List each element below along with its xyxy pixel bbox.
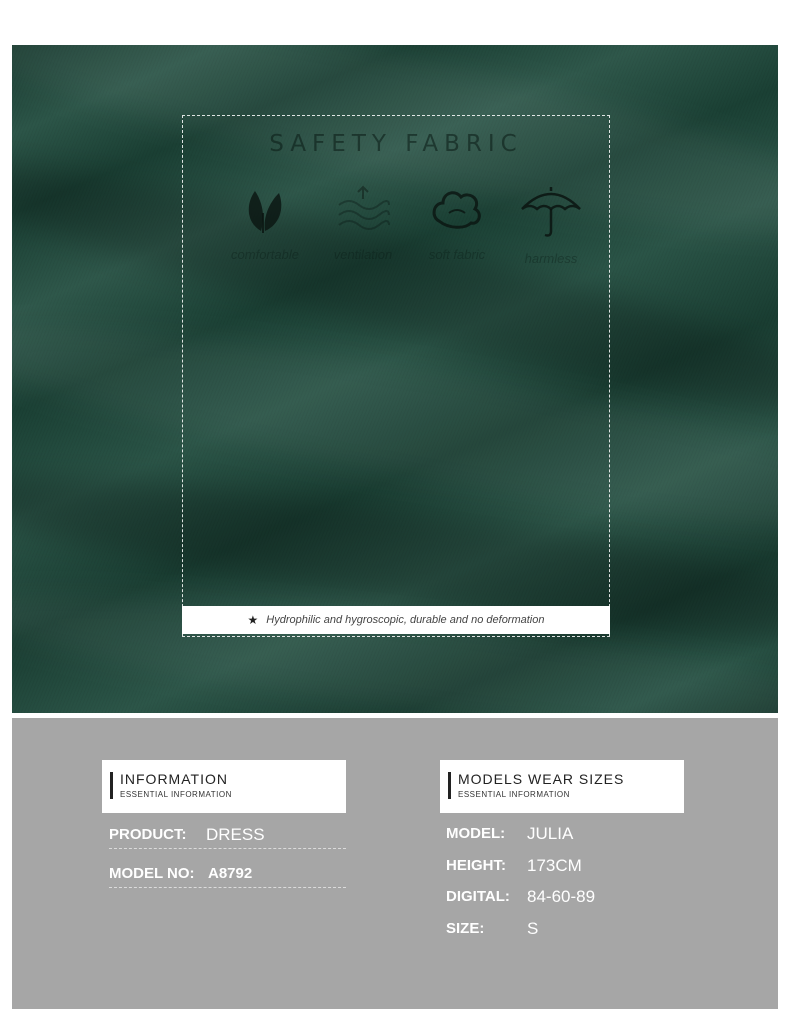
notice-bar (182, 606, 610, 634)
notice-text: Hydrophilic and hygroscopic, durable and no deformation (266, 614, 545, 626)
feature-label: ventilation (333, 247, 393, 262)
star-icon: ★ (247, 613, 259, 627)
model-sizes-subheading: ESSENTIAL INFORMATION (458, 790, 570, 799)
info-key: PRODUCT: (109, 826, 187, 843)
size-value: JULIA (527, 824, 574, 843)
feature-label: soft fabric (428, 247, 486, 262)
information-heading: INFORMATION (120, 771, 228, 787)
divider (109, 848, 346, 849)
feature-ventilation (316, 183, 410, 262)
size-key: DIGITAL: (446, 888, 510, 905)
divider (102, 807, 346, 808)
feature-label: harmless (524, 251, 578, 266)
info-value: A8792 (208, 865, 253, 882)
size-key: SIZE: (446, 920, 485, 937)
header-accent-bar (448, 772, 451, 799)
info-key: MODEL NO: (109, 865, 195, 882)
safety-fabric-title: SAFETY FABRIC (269, 131, 523, 157)
size-key: HEIGHT: (446, 857, 506, 874)
cotton-icon (429, 183, 485, 235)
size-value: S (527, 919, 539, 938)
leaf-icon (239, 183, 291, 235)
information-subheading: ESSENTIAL INFORMATION (120, 790, 232, 799)
divider (109, 887, 346, 888)
model-sizes-header (440, 760, 684, 813)
feature-comfortable (218, 183, 312, 262)
size-value: 173CM (527, 856, 582, 875)
feature-harmless (504, 183, 598, 266)
size-key: MODEL: (446, 825, 506, 842)
fabric-photo (12, 45, 778, 713)
header-accent-bar (110, 772, 113, 799)
size-value: 84-60-89 (527, 887, 596, 906)
info-panel (12, 718, 778, 1009)
information-header (102, 760, 346, 813)
feature-list (218, 183, 590, 283)
ventilation-icon (335, 183, 391, 235)
umbrella-icon (520, 183, 582, 239)
info-value: DRESS (206, 825, 265, 844)
feature-label: comfortable (231, 247, 299, 262)
model-sizes-heading: MODELS WEAR SIZES (458, 771, 625, 787)
feature-soft-fabric (410, 183, 504, 262)
